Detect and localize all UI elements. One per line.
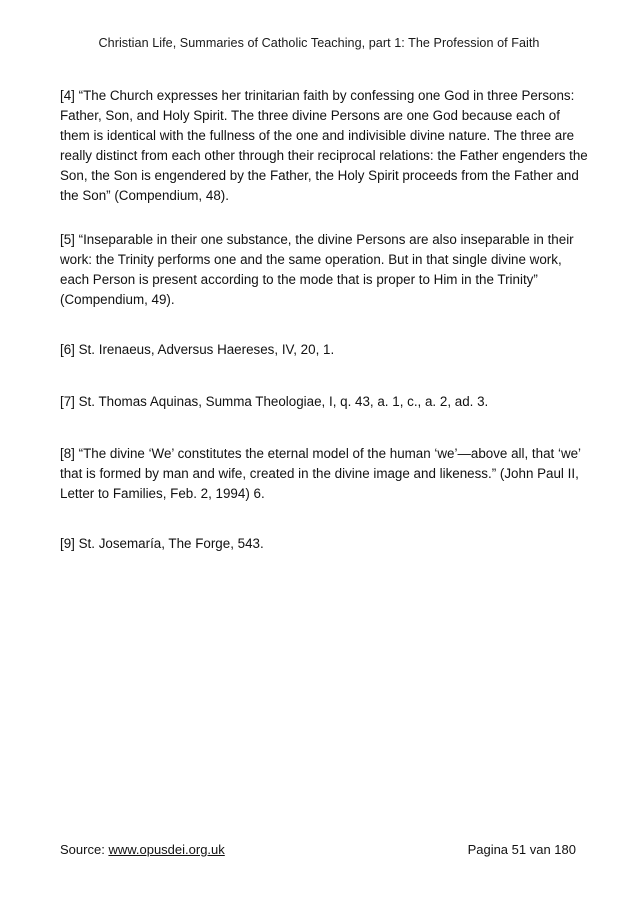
footer-page-number: Pagina 51 van 180 xyxy=(467,842,576,857)
footnote-number: [6] xyxy=(60,342,75,357)
footnote-number: [5] xyxy=(60,232,75,247)
page-header-title: Christian Life, Summaries of Catholic Teaching, part 1: The Profession of Faith xyxy=(98,36,540,50)
footnote-5 xyxy=(60,230,592,310)
footnote-7 xyxy=(60,392,592,412)
footnote-number: [9] xyxy=(60,536,75,551)
footnote-9 xyxy=(60,534,592,554)
footnote-text: “Inseparable in their one substance, the divine Persons are also inseparable in their work: the Trinity performs one and the same operation. But in that single divine work, each Person is present according to the mode that is proper to Him in the Trinity” (Compendium, 49). xyxy=(60,232,574,307)
footnote-number: [8] xyxy=(60,446,75,461)
footnote-text: St. Josemaría, The Forge, 543. xyxy=(78,536,264,551)
footnote-6 xyxy=(60,340,592,360)
footnote-number: [4] xyxy=(60,88,75,103)
footnote-8 xyxy=(60,444,592,504)
footnote-text: St. Irenaeus, Adversus Haereses, IV, 20, 1. xyxy=(78,342,335,357)
footer-source xyxy=(60,842,225,857)
footnote-text: “The divine ‘We’ constitutes the eternal model of the human ‘we’—above all, that ‘we’ that is formed by man and wife, created in the divine image and likeness.” (John Paul II, Letter to Families, Feb. 2, 1994) 6. xyxy=(60,446,581,501)
footnote-number: [7] xyxy=(60,394,75,409)
footer-source-link[interactable]: www.opusdei.org.uk xyxy=(108,842,225,857)
footnotes-section xyxy=(60,86,592,572)
footnote-4 xyxy=(60,86,592,206)
footer-source-label: Source: xyxy=(60,842,105,857)
footnote-text: St. Thomas Aquinas, Summa Theologiae, I, q. 43, a. 1, c., a. 2, ad. 3. xyxy=(78,394,489,409)
footnote-text: “The Church expresses her trinitarian faith by confessing one God in three Persons: Father, Son, and Holy Spirit. The three divine Persons are one God because each of them is identical with the fullness of the one and indivisible divine nature. The three are really distinct from each other through their reciprocal relations: the Father engenders the Son, the Son is engendered by the Father, the Holy Spirit proceeds from the Father and the Son” (Compendium, 48). xyxy=(60,88,588,203)
